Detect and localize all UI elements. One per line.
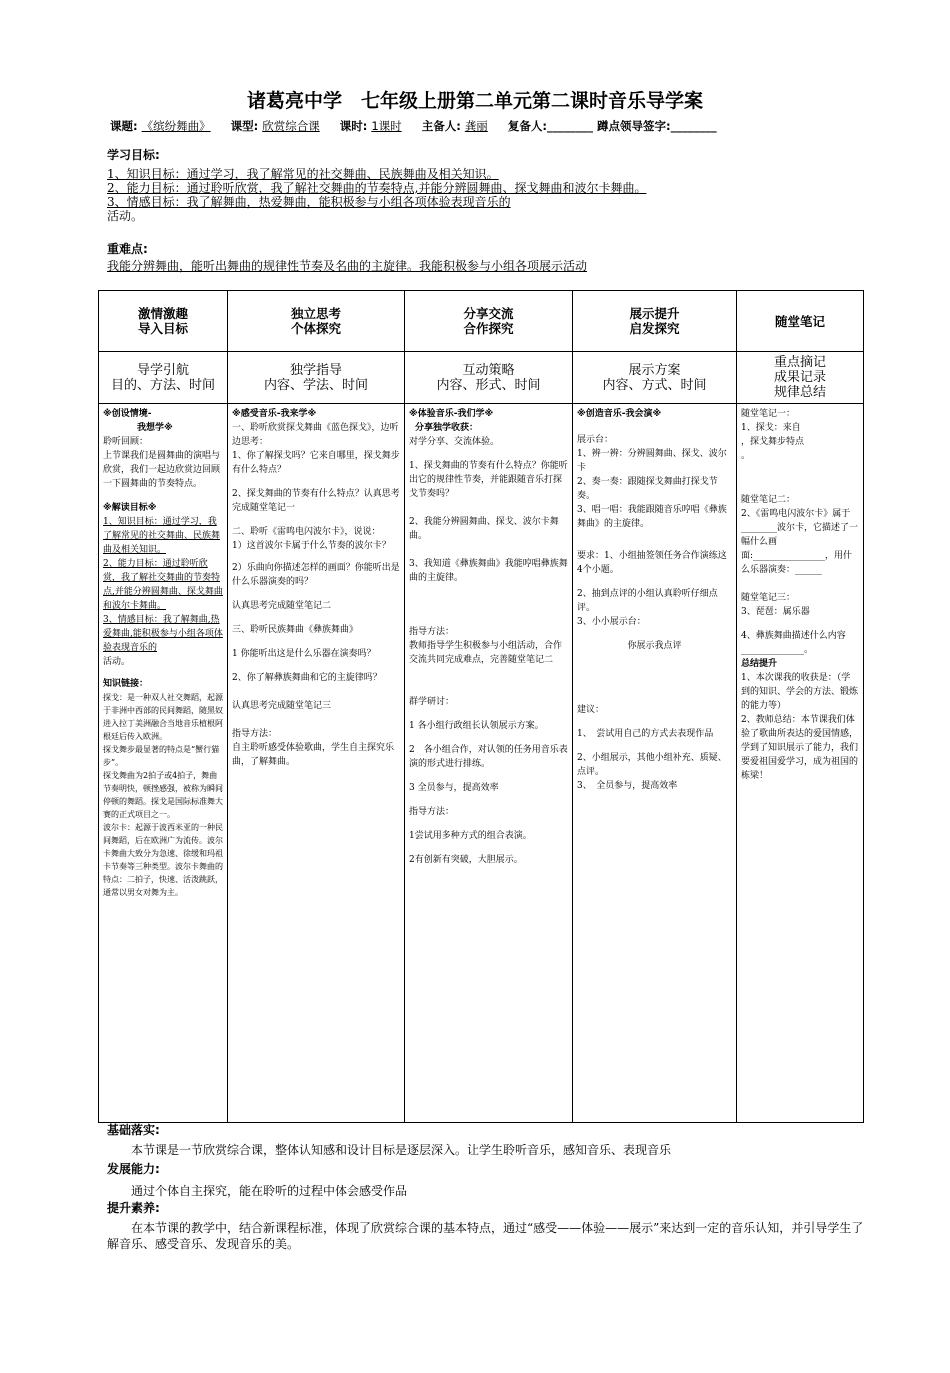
subheader-cell: 展示方案 内容、方式、时间 (573, 352, 737, 404)
assist-preparer-value: ________ (546, 119, 593, 133)
table-subheader-row (99, 352, 864, 404)
header-cell: 激情激趣 导入目标 (99, 291, 228, 352)
col-notes: 随堂笔记一： 1、探戈：来自 ，探戈舞步特点 。 随堂笔记二： 2、《雷鸣电闪波尔卡》属于________波尔卡，它描述了一幅什么画面:________________，用什么乐器演奏：______ 随堂笔记三： 3、琵琶：属乐器 4、彝族舞曲描述什么内容______________。 总结提升 1、本次课我的收获是：（学到的知识、学会的方法、锻炼的能力等） 2、教师总结：本节课我们体验了歌曲所表达的爱国情感，学到了知识展示了能力，我们要爱祖国爱学习，成为祖国的栋梁！ (737, 404, 864, 1123)
objective-emotion: 3、情感目标：我了解舞曲，热爱舞曲，能积极参与小组各项体验表现音乐的 (107, 195, 511, 209)
col-self-study: ※感受音乐-我来学※ 一、聆听欣赏探戈舞曲《蓝色探戈》，边听边思考： 1、你了解探戈吗？它来自哪里，探戈舞步有什么特点？ 2、探戈舞曲的节奏有什么特点？认真思考完成随堂笔记一 二、聆听《雷鸣电闪波尔卡》，说说： 1）这首波尔卡属于什么节奏的波尔卡？ 2）乐曲向你描述怎样的画面？你能听出是什么乐器演奏的吗？ 认真思考完成随堂笔记二 三、聆听民族舞曲《彝族舞曲》 1 你能听出这是什么乐器在演奏吗？ 2、你了解彝族舞曲和它的主旋律吗？ 认真思考完成随堂笔记三 指导方法： 自主聆听感受体验歌曲，学生自主探究乐曲，了解舞曲。 (228, 404, 405, 1123)
literacy-text: 在本节课的教学中，结合新课程标准，体现了欣赏综合课的基本特点，通过“感受——体验——展示”来达到一定的音乐认知，并引导学生了解音乐、感受音乐、发现音乐的美。 (107, 1221, 864, 1251)
objectives-heading: 学习目标: (107, 148, 160, 162)
table-body-row (99, 404, 864, 1123)
objective-knowledge: 1、知识目标：通过学习，我了解常见的社交舞曲、民族舞曲及相关知识。 (107, 167, 499, 181)
topic-value: 《缤纷舞曲》 (141, 119, 211, 133)
ability-text: 通过个体自主探究，能在聆听的过程中体会感受作品 (131, 1184, 408, 1198)
key-points-text: 我能分辨舞曲，能听出舞曲的规律性节奏及名曲的主旋律。我能积极参与小组各项展示活动 (107, 259, 588, 273)
col-interaction: ※体验音乐-我们学※ 分享独学收获： 对学分享、交流体验。 1、探戈舞曲的节奏有什么特点？你能听出它的规律性节奏，并能跟随音乐打探戈节奏吗？ 2、我能分辨圆舞曲、探戈、波尔卡舞曲。 3、我知道《彝族舞曲》我能哼唱彝族舞曲的主旋律。 指导方法： 教师指导学生积极参与小组活动，合作交流共同完成难点，完善随堂笔记二 群学研讨： 1 各小组行政组长认领展示方案。 2 各小组合作，对认领的任务用音乐表演的形式进行排练。 3 全员参与，提高效率 指导方法： 1尝试用多种方式的组合表演。 2有创新有突破，大胆展示。 (405, 404, 573, 1123)
leader-sign-value: ________ (670, 119, 717, 133)
objective-emotion-cont: 活动。 (107, 209, 144, 223)
subheader-cell: 互动策略 内容、形式、时间 (405, 352, 573, 404)
lesson-plan-table (98, 290, 864, 1123)
subheader-cell: 独学指导 内容、学法、时间 (228, 352, 405, 404)
header-cell: 分享交流 合作探究 (405, 291, 573, 352)
main-preparer-label: 主备人: (421, 119, 461, 133)
col-guide: ※创设情境- 我想学※ 聆听回顾： 上节课我们是圆舞曲的演唱与欣赏，我们一起边欣赏边回顾一下圆舞曲的节奏特点。 ※解读目标※ 1、知识目标：通过学习，我了解常见的社交舞曲、民族舞曲及相关知识。 2、能力目标：通过聆听欣赏，我了解社交舞曲的节奏特点,并能分辨圆舞曲、探戈舞曲和波尔卡舞曲。 3、情感目标：我了解舞曲,热爱舞曲,能积极参与小组各项体验表现音乐的 活动。 知识链接： 探戈：是一种双人社交舞蹈，起源于非洲中西部的民间舞蹈，随黑奴进入拉丁美洲融合当地音乐植根阿根廷后传入欧洲。 探戈舞步最显著的特点是“蟹行猫步”。 探戈舞曲为2拍子或4拍子，舞曲节奏明快，顿挫感强，被称为瞬间停顿的舞蹈。探戈是国际标准舞大赛的正式项目之一。 波尔卡：起源于波西米亚的一种民间舞蹈，后在欧洲广为流传。波尔卡舞曲大致分为急速、徐缓和玛祖卡节奏等三种类型。波尔卡舞曲的特点：二拍子，快速、活泼跳跃，通常以男女对舞为主。 (99, 404, 228, 1123)
col-presentation: ※创造音乐-我会演※ 展示台： 1、辨一辨：分辨圆舞曲、探戈、波尔卡 2、奏一奏：跟随探戈舞曲打探戈节奏。 3、唱一唱：我能跟随音乐哼唱《彝族舞曲》的主旋律。 要求：1、小组抽签领任务合作演练这4个小题。 2、抽到点评的小组认真聆听仔细点评。 3、小小展示台： 你展示我点评 建议： 1、 尝试用自己的方式去表现作品 2、小组展示，其他小组补充、质疑、点评。 3、 全员参与，提高效率 (573, 404, 737, 1123)
type-label: 课型: (230, 119, 259, 133)
hours-value: 1课时 (371, 119, 402, 133)
ability-heading: 发展能力: (107, 1162, 160, 1176)
objective-ability: 2、能力目标：通过聆听欣赏，我了解社交舞曲的节奏特点,并能分辨圆舞曲、探戈舞曲和波尔卡舞曲。 (107, 181, 647, 195)
header-cell: 展示提升 启发探究 (573, 291, 737, 352)
hours-label: 课时: (339, 119, 368, 133)
subheader-cell: 导学引航 目的、方法、时间 (99, 352, 228, 404)
header-cell: 独立思考 个体探究 (228, 291, 405, 352)
leader-sign-label: 蹲点领导签字: (596, 119, 671, 133)
basics-heading: 基础落实: (107, 1123, 160, 1137)
assist-preparer-label: 复备人: (507, 119, 547, 133)
subheader-cell: 重点摘记 成果记录 规律总结 (737, 352, 864, 404)
literacy-heading: 提升素养: (107, 1201, 160, 1215)
main-preparer-value: 龚丽 (464, 119, 488, 133)
table-header-row (99, 291, 864, 352)
key-points-heading: 重难点: (107, 242, 148, 256)
type-value: 欣赏综合课 (262, 119, 320, 133)
basics-text: 本节课是一节欣赏综合课，整体认知感和设计目标是逐层深入。让学生聆听音乐，感知音乐、表现音乐 (131, 1143, 672, 1157)
header-cell: 随堂笔记 (737, 291, 864, 352)
topic-label: 课题: (110, 119, 138, 133)
page-title: 诸葛亮中学 七年级上册第二单元第二课时音乐导学案 (246, 90, 703, 112)
lesson-meta (110, 118, 717, 134)
